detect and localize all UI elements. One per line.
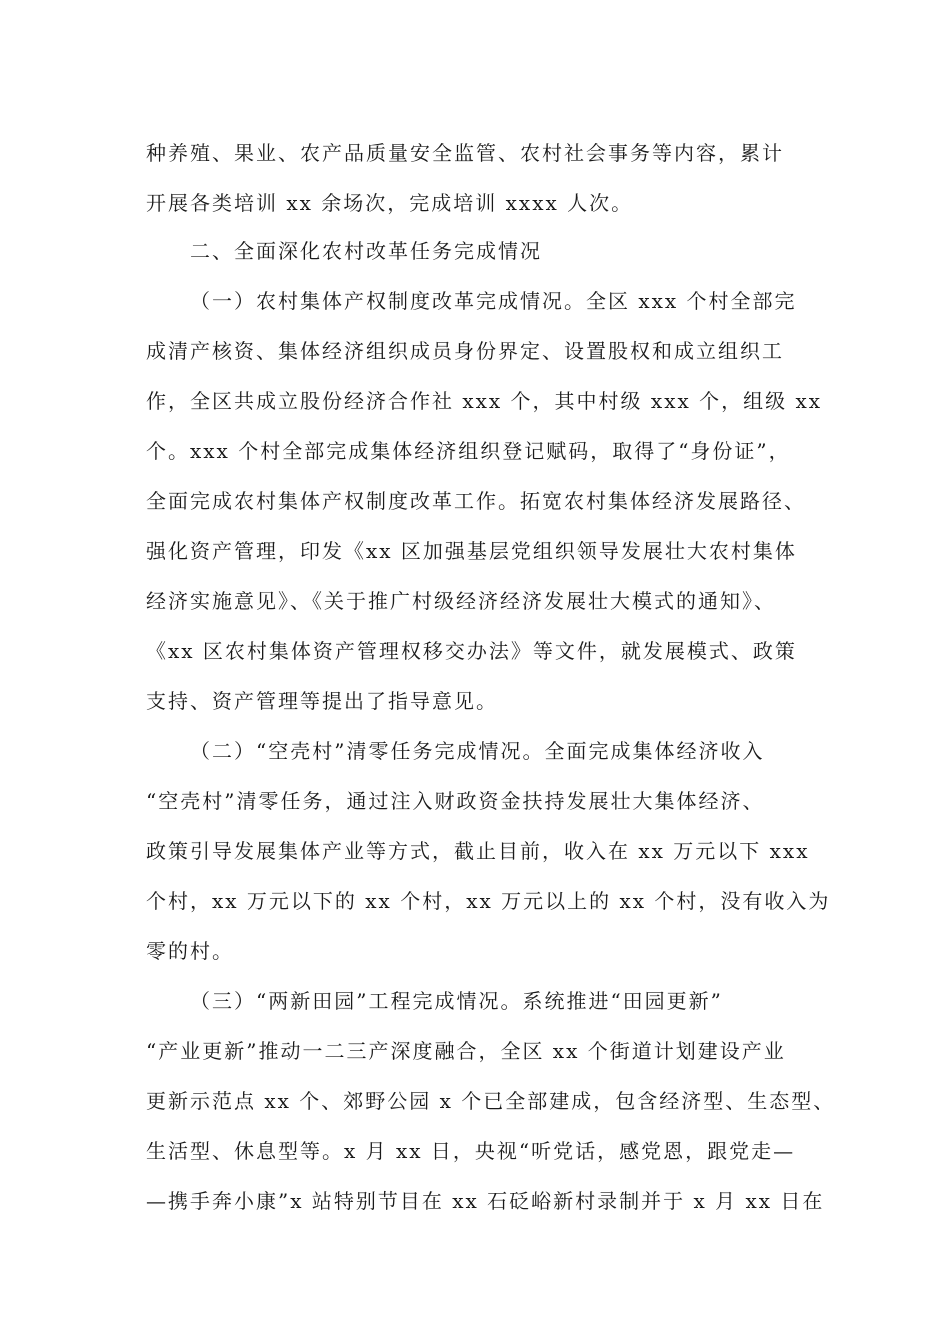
paragraph-line: 更新示范点 xx 个、郊野公园 x 个已全部建成，包含经济型、生态型、 bbox=[146, 1089, 836, 1113]
paragraph-line: 政策引导发展集体产业等方式，截止目前，收入在 xx 万元以下 xxx bbox=[146, 839, 810, 863]
paragraph-line: （一）农村集体产权制度改革完成情况。全区 xxx 个村全部完 bbox=[190, 289, 797, 313]
paragraph-line: （三）“两新田园”工程完成情况。系统推进“田园更新” bbox=[190, 989, 723, 1013]
paragraph-line: 支持、资产管理等提出了指导意见。 bbox=[146, 689, 498, 713]
paragraph-line: 成清产核资、集体经济组织成员身份界定、设置股权和成立组织工 bbox=[146, 339, 784, 363]
paragraph-line: 全面完成农村集体产权制度改革工作。拓宽农村集体经济发展路径、 bbox=[146, 489, 806, 513]
paragraph-line: 开展各类培训 xx 余场次，完成培训 xxxx 人次。 bbox=[146, 191, 634, 215]
paragraph-line: 零的村。 bbox=[146, 939, 234, 963]
paragraph-line: “空壳村”清零任务，通过注入财政资金扶持发展壮大集体经济、 bbox=[146, 789, 765, 813]
paragraph-line: （二）“空壳村”清零任务完成情况。全面完成集体经济收入 bbox=[190, 739, 765, 763]
paragraph-line: 经济实施意见》、《关于推广村级经济经济发展壮大模式的通知》、 bbox=[146, 589, 776, 613]
paragraph-line: 《xx 区农村集体资产管理权移交办法》等文件，就发展模式、政策 bbox=[146, 639, 797, 663]
paragraph-line: 强化资产管理，印发《xx 区加强基层党组织领导发展壮大农村集体 bbox=[146, 539, 797, 563]
paragraph-line: 种养殖、果业、农产品质量安全监管、农村社会事务等内容，累计 bbox=[146, 141, 784, 165]
paragraph-line: 生活型、休息型等。x 月 xx 日，央视“听党话，感党恩，跟党走— bbox=[146, 1139, 796, 1163]
paragraph-line: —携手奔小康”x 站特别节目在 xx 石砭峪新村录制并于 x 月 xx 日在 bbox=[146, 1189, 825, 1213]
paragraph-line: 个村，xx 万元以下的 xx 个村，xx 万元以上的 xx 个村，没有收入为 bbox=[146, 889, 831, 913]
section-heading: 二、全面深化农村改革任务完成情况 bbox=[190, 239, 542, 263]
paragraph-line: 个。xxx 个村全部完成集体经济组织登记赋码，取得了“身份证”， bbox=[146, 439, 791, 463]
paragraph-line: “产业更新”推动一二三产深度融合，全区 xx 个街道计划建设产业 bbox=[146, 1039, 786, 1063]
paragraph-line: 作，全区共成立股份经济合作社 xxx 个，其中村级 xxx 个，组级 xx bbox=[146, 389, 823, 413]
